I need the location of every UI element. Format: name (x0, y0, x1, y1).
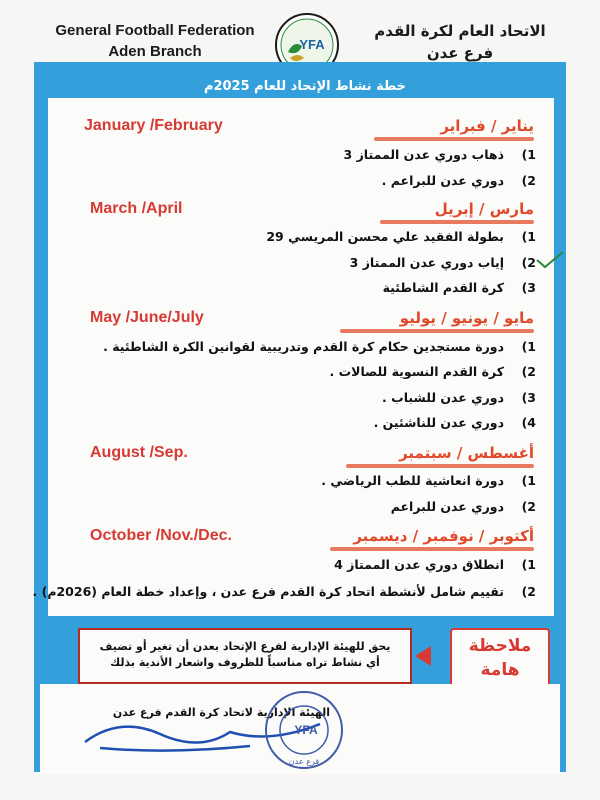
section-2-underline (380, 220, 534, 224)
section-4-arabic: أغسطس / سبتمبر (399, 444, 534, 462)
section-4-item-2-text: دوري عدن للبراعم (390, 499, 504, 514)
section-3-item-4-num: 4) (521, 415, 536, 430)
section-1-english: January /February (84, 117, 223, 134)
header-english-line1: General Football Federation (55, 22, 255, 39)
section-5-item-1-text: انطلاق دوري عدن الممتاز 4 (334, 557, 504, 572)
section-5-item-2-text: تقييم شامل لأنشطة اتحاد كرة القدم فرع عدن ، وإعداد خطة العام (2026م) . (32, 584, 504, 599)
plan-title: خطة نشاط الإتحاد للعام 2025م (203, 79, 407, 94)
header-arabic-line2: فرع عدن (426, 44, 494, 62)
section-4-item-1-text: دورة انعاشية للطب الرياضي . (321, 473, 504, 488)
checkmark-icon (535, 250, 565, 270)
section-1-item-2-text: دوري عدن للبراعم . (381, 173, 504, 188)
section-3-english: May /June/July (90, 309, 204, 326)
header-english-line2: Aden Branch (108, 43, 202, 60)
section-2-item-3-num: 3) (521, 280, 536, 295)
section-2-arabic: مارس / إبريل (434, 200, 534, 218)
note-badge-line1: ملاحظة (468, 636, 532, 656)
stamp-logo-text: YFA (294, 723, 318, 737)
section-4-underline (346, 464, 534, 468)
header-english (40, 20, 270, 62)
section-5-item-1-num: 1) (521, 557, 536, 572)
section-5-english: October /Nov./Dec. (90, 527, 232, 544)
section-1-underline (374, 137, 534, 141)
section-1-arabic: يناير / فبراير (440, 117, 534, 135)
section-3-item-2-num: 2) (521, 364, 536, 379)
section-3-item-3-text: دوري عدن للشباب . (382, 390, 504, 405)
note-arrow-icon (415, 646, 431, 666)
section-5-underline (330, 547, 534, 551)
header-arabic-line1: الاتحاد العام لكرة القدم (374, 22, 546, 40)
section-3-item-1-num: 1) (521, 339, 536, 354)
section-3-item-2-text: كرة القدم النسوية للصالات . (329, 364, 504, 379)
note-badge-line2: هامة (480, 660, 520, 680)
header-arabic (350, 20, 570, 64)
section-1-item-1-text: ذهاب دوري عدن الممتاز 3 (343, 147, 504, 162)
section-3-item-3-num: 3) (521, 390, 536, 405)
note-line-1: يحق للهيئة الإدارية لفرع الإتحاد بعدن أن تغير أو تضيف (99, 640, 391, 653)
note-line-2: أي نشاط تراه مناسباً للظروف واشعار الأندية بذلك (110, 656, 380, 669)
section-3-item-1-text: دورة مستجدين حكام كرة القدم وتدريبية لقوانين الكرة الشاطئية . (103, 339, 504, 354)
section-1-item-1-num: 1) (521, 147, 536, 162)
signature-line: الهيئة الإدارية لاتحاد كرة القدم فرع عدن (112, 706, 330, 719)
section-2-item-2-text: إياب دوري عدن الممتاز 3 (349, 255, 504, 270)
note-badge (450, 628, 550, 690)
section-3-underline (340, 329, 534, 333)
section-4-item-1-num: 1) (521, 473, 536, 488)
section-2-item-1-num: 1) (521, 229, 536, 244)
section-4-english: August /Sep. (90, 444, 188, 461)
logo-text: YFA (299, 37, 325, 52)
section-1-item-2-num: 2) (521, 173, 536, 188)
section-4-item-2-num: 2) (521, 499, 536, 514)
section-5-arabic: أكتوبر / نوفمبر / ديسمبر (353, 527, 534, 545)
section-2-english: March /April (90, 200, 183, 217)
federation-stamp (262, 688, 346, 772)
section-3-arabic: مايو / يونيو / يوليو (399, 309, 534, 327)
section-2-item-3-text: كرة القدم الشاطئية (382, 280, 504, 295)
note-box (78, 628, 412, 684)
section-3-item-4-text: دوري عدن للناشئين . (373, 415, 504, 430)
section-2-item-2-num: 2) (521, 255, 536, 270)
section-2-item-1-text: بطولة الفقيد علي محسن المريسي 29 (266, 229, 504, 244)
stamp-bottom-text: فرع عدن (288, 757, 320, 766)
section-5-item-2-num: 2) (521, 584, 536, 599)
